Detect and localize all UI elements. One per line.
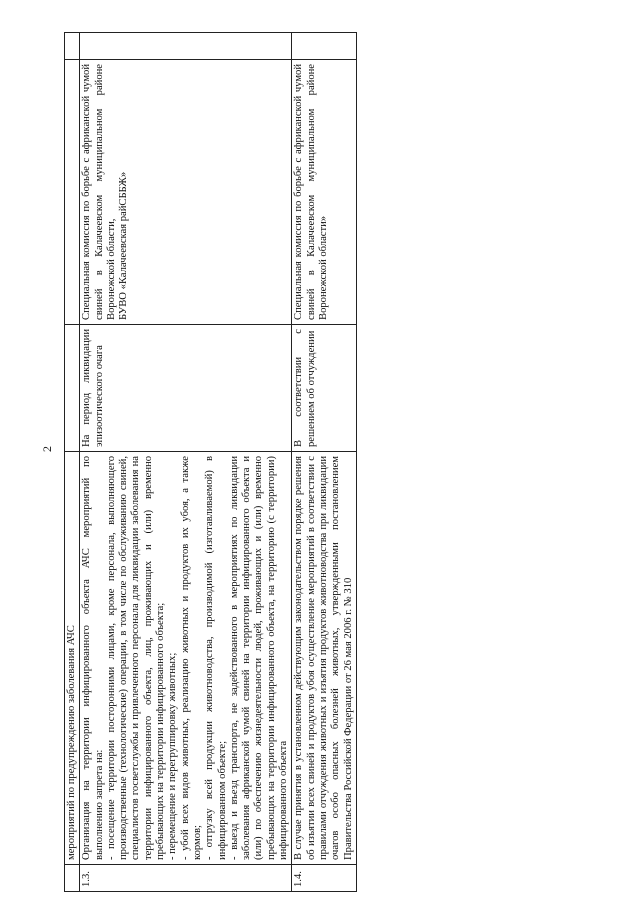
term-cell: На период ликвидации эпизоотического очага bbox=[80, 325, 292, 452]
table-cell-num bbox=[65, 865, 80, 892]
measure-paragraph: - перемещение и перегруппировку животных; bbox=[167, 652, 179, 860]
row-number: 1.4. bbox=[292, 865, 356, 892]
table-row-continuation bbox=[65, 33, 80, 892]
responsible-paragraph: Специальная комиссия по борьбе с африканской чумой свиней в Калачеевском муниципальном районе Воронежской области» bbox=[293, 64, 329, 320]
table-cell-term bbox=[65, 325, 80, 452]
table-cell-blank bbox=[65, 33, 80, 60]
measure-cell bbox=[80, 452, 292, 865]
rotated-document-table bbox=[64, 62, 514, 892]
measure-paragraph: - выезд и въезд транспорта, не задействованного в мероприятиях по ликвидации заболевания африканской чумой свиней на территории инфицированного объекта и (или) по обеспечению жизнедеятельности людей, проживающих и (или) временно пребывающих на территории инфицированного объекта, на территорию (с территории) инфицированного объекта bbox=[228, 456, 290, 860]
term-cell: В соответствии с решением об отчуждении bbox=[292, 325, 356, 452]
measure-paragraph: - отгрузку всей продукции животноводства, производимой (изготавливаемой) в инфицированном объекте; bbox=[204, 456, 228, 860]
table-cell-blank bbox=[80, 33, 292, 60]
measure-paragraph: - убой всех видов животных, реализацию животных и продуктов их убоя, а также кормов; bbox=[179, 456, 203, 860]
measure-paragraph: - посещение территории посторонними лицами, кроме персонала, выполняющего производственные (технологические) операции, в том числе по обслуживанию свиней, специалистов госветслужбы и привлеченного персонала для ликвидации заболевания на территории инфицированного объекта, лиц, проживающих и (или) временно пребывающих на территории инфицированного объекта; bbox=[105, 456, 167, 860]
row-number: 1.3. bbox=[80, 865, 292, 892]
responsible-cell bbox=[80, 60, 292, 325]
table-cell-responsible bbox=[65, 60, 80, 325]
table-cell-blank bbox=[292, 33, 356, 60]
responsible-paragraph: БУВО «Калачеевская райСББЖ» bbox=[118, 171, 130, 320]
continuation-text: мероприятий по предупреждению заболевания АЧС bbox=[65, 452, 80, 865]
measure-paragraph: В случае принятия в установленном действующим законодательством порядке решения об изъятии всех свиней и продуктов убоя осуществление мероприятий в соответствии с правилами отчуждения животных и изъятия продуктов животноводства при ликвидации очагов особо опасных болезней животных, утвержденными постановлением Правительства Российской Федерации от 26 мая 2006 г. № 310 bbox=[293, 456, 354, 860]
page-number: 2 bbox=[40, 446, 54, 452]
responsible-paragraph: Специальная комиссия по борьбе с африканской чумой свиней в Калачеевском муниципальном районе Воронежской области, bbox=[81, 64, 117, 320]
table-row bbox=[292, 33, 356, 892]
responsible-cell bbox=[292, 60, 356, 325]
measure-paragraph: Организация на территории инфицированного объекта АЧС мероприятий по выполнению запрета на: bbox=[81, 456, 105, 860]
measures-table bbox=[64, 32, 357, 892]
measure-cell bbox=[292, 452, 356, 865]
table-row bbox=[80, 33, 292, 892]
